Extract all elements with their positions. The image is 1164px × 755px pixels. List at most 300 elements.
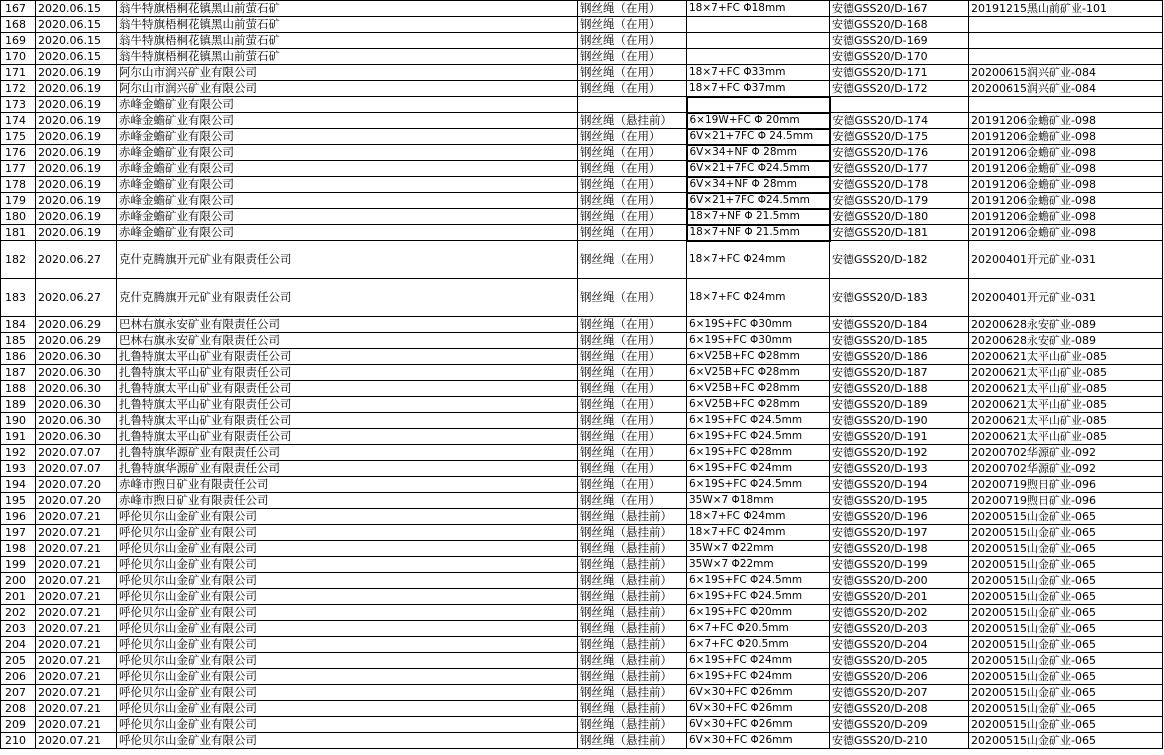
rope-type-cell[interactable]: 钢丝绳（在用） bbox=[578, 381, 687, 397]
spec-cell[interactable]: 6×V25B+FC Φ28mm bbox=[687, 397, 830, 413]
company-cell[interactable]: 赤峰金蟾矿业有限公司 bbox=[117, 177, 578, 193]
date-cell[interactable]: 2020.07.21 bbox=[36, 557, 117, 573]
row-number-cell[interactable]: 200 bbox=[1, 573, 36, 589]
spec-cell[interactable]: 6V×30+FC Φ26mm bbox=[687, 733, 830, 749]
model-cell[interactable]: 安德GSS20/D-179 bbox=[830, 193, 969, 209]
reference-cell[interactable]: 20200515山金矿业-065 bbox=[969, 717, 1163, 733]
reference-cell[interactable]: 20191206金蟾矿业-098 bbox=[969, 161, 1163, 177]
spec-cell[interactable]: 6×V25B+FC Φ28mm bbox=[687, 381, 830, 397]
model-cell[interactable]: 安德GSS20/D-190 bbox=[830, 413, 969, 429]
reference-cell[interactable]: 20200515山金矿业-065 bbox=[969, 669, 1163, 685]
model-cell[interactable]: 安德GSS20/D-182 bbox=[830, 241, 969, 279]
rope-type-cell[interactable]: 钢丝绳（在用） bbox=[578, 145, 687, 161]
company-cell[interactable]: 扎鲁特旗太平山矿业有限责任公司 bbox=[117, 349, 578, 365]
row-number-cell[interactable]: 184 bbox=[1, 317, 36, 333]
spec-cell[interactable]: 18×7+FC Φ33mm bbox=[687, 65, 830, 81]
rope-type-cell[interactable]: 钢丝绳（悬挂前） bbox=[578, 605, 687, 621]
company-cell[interactable]: 扎鲁特旗太平山矿业有限责任公司 bbox=[117, 429, 578, 445]
rope-type-cell[interactable]: 钢丝绳（在用） bbox=[578, 493, 687, 509]
model-cell[interactable]: 安德GSS20/D-178 bbox=[830, 177, 969, 193]
reference-cell[interactable]: 20200515山金矿业-065 bbox=[969, 605, 1163, 621]
company-cell[interactable]: 呼伦贝尔山金矿业有限公司 bbox=[117, 557, 578, 573]
date-cell[interactable]: 2020.06.19 bbox=[36, 129, 117, 145]
reference-cell[interactable]: 20200515山金矿业-065 bbox=[969, 541, 1163, 557]
date-cell[interactable]: 2020.07.07 bbox=[36, 461, 117, 477]
reference-cell[interactable]: 20200621太平山矿业-085 bbox=[969, 381, 1163, 397]
reference-cell[interactable]: 20200515山金矿业-065 bbox=[969, 557, 1163, 573]
company-cell[interactable]: 赤峰市煦日矿业有限责任公司 bbox=[117, 493, 578, 509]
rope-type-cell[interactable]: 钢丝绳（在用） bbox=[578, 49, 687, 65]
date-cell[interactable]: 2020.06.27 bbox=[36, 279, 117, 317]
spec-cell[interactable]: 18×7+FC Φ24mm bbox=[687, 279, 830, 317]
reference-cell[interactable]: 20191206金蟾矿业-098 bbox=[969, 113, 1163, 129]
reference-cell[interactable]: 20191206金蟾矿业-098 bbox=[969, 225, 1163, 241]
row-number-cell[interactable]: 210 bbox=[1, 733, 36, 749]
model-cell[interactable]: 安德GSS20/D-205 bbox=[830, 653, 969, 669]
date-cell[interactable]: 2020.06.27 bbox=[36, 241, 117, 279]
model-cell[interactable]: 安德GSS20/D-198 bbox=[830, 541, 969, 557]
row-number-cell[interactable]: 202 bbox=[1, 605, 36, 621]
model-cell[interactable]: 安德GSS20/D-167 bbox=[830, 1, 969, 17]
company-cell[interactable]: 翁牛特旗梧桐花镇黑山前萤石矿 bbox=[117, 33, 578, 49]
model-cell[interactable]: 安德GSS20/D-194 bbox=[830, 477, 969, 493]
spec-cell[interactable]: 6×19S+FC Φ24.5mm bbox=[687, 589, 830, 605]
spec-cell[interactable]: 6V×34+NF Φ 28mm bbox=[687, 145, 830, 161]
company-cell[interactable]: 呼伦贝尔山金矿业有限公司 bbox=[117, 637, 578, 653]
model-cell[interactable]: 安德GSS20/D-210 bbox=[830, 733, 969, 749]
model-cell[interactable]: 安德GSS20/D-171 bbox=[830, 65, 969, 81]
row-number-cell[interactable]: 192 bbox=[1, 445, 36, 461]
company-cell[interactable]: 阿尔山市润兴矿业有限公司 bbox=[117, 81, 578, 97]
row-number-cell[interactable]: 183 bbox=[1, 279, 36, 317]
spec-cell[interactable]: 18×7+FC Φ24mm bbox=[687, 509, 830, 525]
company-cell[interactable]: 呼伦贝尔山金矿业有限公司 bbox=[117, 525, 578, 541]
reference-cell[interactable]: 20200401开元矿业-031 bbox=[969, 279, 1163, 317]
company-cell[interactable]: 赤峰金蟾矿业有限公司 bbox=[117, 161, 578, 177]
date-cell[interactable]: 2020.06.19 bbox=[36, 65, 117, 81]
model-cell[interactable]: 安德GSS20/D-204 bbox=[830, 637, 969, 653]
rope-type-cell[interactable]: 钢丝绳（在用） bbox=[578, 65, 687, 81]
date-cell[interactable]: 2020.06.30 bbox=[36, 397, 117, 413]
reference-cell[interactable]: 20200702华源矿业-092 bbox=[969, 461, 1163, 477]
date-cell[interactable]: 2020.07.21 bbox=[36, 653, 117, 669]
date-cell[interactable]: 2020.06.15 bbox=[36, 1, 117, 17]
reference-cell[interactable]: 20200515山金矿业-065 bbox=[969, 685, 1163, 701]
row-number-cell[interactable]: 205 bbox=[1, 653, 36, 669]
company-cell[interactable]: 赤峰金蟾矿业有限公司 bbox=[117, 193, 578, 209]
row-number-cell[interactable]: 179 bbox=[1, 193, 36, 209]
date-cell[interactable]: 2020.06.19 bbox=[36, 225, 117, 241]
model-cell[interactable]: 安德GSS20/D-170 bbox=[830, 49, 969, 65]
reference-cell[interactable]: 20200702华源矿业-092 bbox=[969, 445, 1163, 461]
model-cell[interactable]: 安德GSS20/D-177 bbox=[830, 161, 969, 177]
row-number-cell[interactable]: 199 bbox=[1, 557, 36, 573]
model-cell[interactable]: 安德GSS20/D-196 bbox=[830, 509, 969, 525]
spec-cell[interactable]: 6×V25B+FC Φ28mm bbox=[687, 349, 830, 365]
date-cell[interactable]: 2020.06.19 bbox=[36, 193, 117, 209]
company-cell[interactable]: 克什克腾旗开元矿业有限责任公司 bbox=[117, 279, 578, 317]
rope-type-cell[interactable]: 钢丝绳（悬挂前） bbox=[578, 557, 687, 573]
model-cell[interactable]: 安德GSS20/D-176 bbox=[830, 145, 969, 161]
rope-type-cell[interactable]: 钢丝绳（在用） bbox=[578, 349, 687, 365]
spec-cell[interactable]: 6V×21+7FC Φ 24.5mm bbox=[687, 129, 830, 145]
reference-cell[interactable]: 20200515山金矿业-065 bbox=[969, 701, 1163, 717]
reference-cell[interactable]: 20200719煦日矿业-096 bbox=[969, 477, 1163, 493]
spec-cell[interactable]: 6×19W+FC Φ 20mm bbox=[687, 113, 830, 129]
reference-cell[interactable]: 20200401开元矿业-031 bbox=[969, 241, 1163, 279]
rope-type-cell[interactable]: 钢丝绳（悬挂前） bbox=[578, 701, 687, 717]
spec-cell[interactable]: 6×19S+FC Φ28mm bbox=[687, 445, 830, 461]
reference-cell[interactable] bbox=[969, 33, 1163, 49]
row-number-cell[interactable]: 170 bbox=[1, 49, 36, 65]
rope-type-cell[interactable]: 钢丝绳（悬挂前） bbox=[578, 717, 687, 733]
row-number-cell[interactable]: 182 bbox=[1, 241, 36, 279]
spec-cell[interactable]: 35W×7 Φ22mm bbox=[687, 557, 830, 573]
spec-cell[interactable]: 6V×30+FC Φ26mm bbox=[687, 701, 830, 717]
date-cell[interactable]: 2020.06.19 bbox=[36, 145, 117, 161]
row-number-cell[interactable]: 188 bbox=[1, 381, 36, 397]
rope-type-cell[interactable]: 钢丝绳（悬挂前） bbox=[578, 509, 687, 525]
rope-type-cell[interactable]: 钢丝绳（在用） bbox=[578, 33, 687, 49]
rope-type-cell[interactable]: 钢丝绳（悬挂前） bbox=[578, 637, 687, 653]
date-cell[interactable]: 2020.06.19 bbox=[36, 97, 117, 113]
model-cell[interactable]: 安德GSS20/D-208 bbox=[830, 701, 969, 717]
spec-cell[interactable]: 6×19S+FC Φ24.5mm bbox=[687, 429, 830, 445]
reference-cell[interactable]: 20200515山金矿业-065 bbox=[969, 573, 1163, 589]
date-cell[interactable]: 2020.07.20 bbox=[36, 493, 117, 509]
reference-cell[interactable] bbox=[969, 49, 1163, 65]
reference-cell[interactable]: 20200621太平山矿业-085 bbox=[969, 349, 1163, 365]
reference-cell[interactable]: 20191206金蟾矿业-098 bbox=[969, 145, 1163, 161]
model-cell[interactable]: 安德GSS20/D-175 bbox=[830, 129, 969, 145]
rope-type-cell[interactable]: 钢丝绳（在用） bbox=[578, 461, 687, 477]
company-cell[interactable]: 赤峰市煦日矿业有限责任公司 bbox=[117, 477, 578, 493]
row-number-cell[interactable]: 197 bbox=[1, 525, 36, 541]
rope-type-cell[interactable]: 钢丝绳（悬挂前） bbox=[578, 653, 687, 669]
company-cell[interactable]: 呼伦贝尔山金矿业有限公司 bbox=[117, 653, 578, 669]
date-cell[interactable]: 2020.07.21 bbox=[36, 525, 117, 541]
row-number-cell[interactable]: 207 bbox=[1, 685, 36, 701]
model-cell[interactable]: 安德GSS20/D-169 bbox=[830, 33, 969, 49]
reference-cell[interactable]: 20200515山金矿业-065 bbox=[969, 589, 1163, 605]
company-cell[interactable]: 翁牛特旗梧桐花镇黑山前萤石矿 bbox=[117, 17, 578, 33]
spec-cell[interactable]: 6×19S+FC Φ24.5mm bbox=[687, 413, 830, 429]
reference-cell[interactable]: 20200621太平山矿业-085 bbox=[969, 365, 1163, 381]
spec-cell[interactable] bbox=[687, 17, 830, 33]
model-cell[interactable]: 安德GSS20/D-191 bbox=[830, 429, 969, 445]
spec-cell[interactable]: 6×19S+FC Φ24mm bbox=[687, 669, 830, 685]
rope-type-cell[interactable]: 钢丝绳（在用） bbox=[578, 193, 687, 209]
spec-cell[interactable]: 18×7+FC Φ37mm bbox=[687, 81, 830, 97]
date-cell[interactable]: 2020.07.21 bbox=[36, 573, 117, 589]
spec-cell[interactable]: 6V×30+FC Φ26mm bbox=[687, 717, 830, 733]
model-cell[interactable]: 安德GSS20/D-187 bbox=[830, 365, 969, 381]
reference-cell[interactable]: 20200515山金矿业-065 bbox=[969, 733, 1163, 749]
row-number-cell[interactable]: 195 bbox=[1, 493, 36, 509]
rope-type-cell[interactable]: 钢丝绳（在用） bbox=[578, 279, 687, 317]
model-cell[interactable]: 安德GSS20/D-201 bbox=[830, 589, 969, 605]
date-cell[interactable]: 2020.07.21 bbox=[36, 605, 117, 621]
row-number-cell[interactable]: 198 bbox=[1, 541, 36, 557]
model-cell[interactable]: 安德GSS20/D-193 bbox=[830, 461, 969, 477]
model-cell[interactable]: 安德GSS20/D-200 bbox=[830, 573, 969, 589]
date-cell[interactable]: 2020.07.21 bbox=[36, 733, 117, 749]
company-cell[interactable]: 呼伦贝尔山金矿业有限公司 bbox=[117, 605, 578, 621]
date-cell[interactable]: 2020.07.21 bbox=[36, 637, 117, 653]
reference-cell[interactable]: 20200515山金矿业-065 bbox=[969, 653, 1163, 669]
spec-cell[interactable]: 6×7+FC Φ20.5mm bbox=[687, 621, 830, 637]
model-cell[interactable]: 安德GSS20/D-180 bbox=[830, 209, 969, 225]
company-cell[interactable]: 扎鲁特旗华源矿业有限责任公司 bbox=[117, 461, 578, 477]
spec-cell[interactable]: 6V×30+FC Φ26mm bbox=[687, 685, 830, 701]
company-cell[interactable]: 克什克腾旗开元矿业有限责任公司 bbox=[117, 241, 578, 279]
company-cell[interactable]: 扎鲁特旗太平山矿业有限责任公司 bbox=[117, 381, 578, 397]
company-cell[interactable]: 巴林右旗永安矿业有限责任公司 bbox=[117, 333, 578, 349]
reference-cell[interactable]: 20191206金蟾矿业-098 bbox=[969, 177, 1163, 193]
date-cell[interactable]: 2020.06.29 bbox=[36, 333, 117, 349]
spec-cell[interactable]: 6×19S+FC Φ24mm bbox=[687, 653, 830, 669]
date-cell[interactable]: 2020.06.19 bbox=[36, 81, 117, 97]
reference-cell[interactable]: 20200621太平山矿业-085 bbox=[969, 413, 1163, 429]
spec-cell[interactable]: 18×7+FC Φ18mm bbox=[687, 1, 830, 17]
company-cell[interactable]: 赤峰金蟾矿业有限公司 bbox=[117, 97, 578, 113]
company-cell[interactable]: 扎鲁特旗华源矿业有限责任公司 bbox=[117, 445, 578, 461]
rope-type-cell[interactable]: 钢丝绳（在用） bbox=[578, 129, 687, 145]
row-number-cell[interactable]: 204 bbox=[1, 637, 36, 653]
model-cell[interactable]: 安德GSS20/D-186 bbox=[830, 349, 969, 365]
company-cell[interactable]: 翁牛特旗梧桐花镇黑山前萤石矿 bbox=[117, 49, 578, 65]
model-cell[interactable]: 安德GSS20/D-203 bbox=[830, 621, 969, 637]
rope-type-cell[interactable]: 钢丝绳（悬挂前） bbox=[578, 669, 687, 685]
spec-cell[interactable]: 18×7+FC Φ24mm bbox=[687, 525, 830, 541]
row-number-cell[interactable]: 176 bbox=[1, 145, 36, 161]
rope-type-cell[interactable]: 钢丝绳（在用） bbox=[578, 209, 687, 225]
spec-cell[interactable]: 6×19S+FC Φ30mm bbox=[687, 317, 830, 333]
company-cell[interactable]: 呼伦贝尔山金矿业有限公司 bbox=[117, 589, 578, 605]
rope-type-cell[interactable]: 钢丝绳（在用） bbox=[578, 333, 687, 349]
company-cell[interactable]: 赤峰金蟾矿业有限公司 bbox=[117, 225, 578, 241]
row-number-cell[interactable]: 201 bbox=[1, 589, 36, 605]
company-cell[interactable]: 巴林右旗永安矿业有限责任公司 bbox=[117, 317, 578, 333]
company-cell[interactable]: 扎鲁特旗太平山矿业有限责任公司 bbox=[117, 397, 578, 413]
row-number-cell[interactable]: 196 bbox=[1, 509, 36, 525]
spec-cell[interactable]: 18×7+FC Φ24mm bbox=[687, 241, 830, 279]
row-number-cell[interactable]: 193 bbox=[1, 461, 36, 477]
date-cell[interactable]: 2020.07.21 bbox=[36, 541, 117, 557]
company-cell[interactable]: 翁牛特旗梧桐花镇黑山前萤石矿 bbox=[117, 1, 578, 17]
model-cell[interactable]: 安德GSS20/D-197 bbox=[830, 525, 969, 541]
company-cell[interactable]: 呼伦贝尔山金矿业有限公司 bbox=[117, 701, 578, 717]
model-cell[interactable]: 安德GSS20/D-202 bbox=[830, 605, 969, 621]
model-cell[interactable]: 安德GSS20/D-174 bbox=[830, 113, 969, 129]
row-number-cell[interactable]: 185 bbox=[1, 333, 36, 349]
rope-type-cell[interactable]: 钢丝绳（在用） bbox=[578, 17, 687, 33]
reference-cell[interactable]: 20200621太平山矿业-085 bbox=[969, 429, 1163, 445]
date-cell[interactable]: 2020.06.30 bbox=[36, 349, 117, 365]
model-cell[interactable]: 安德GSS20/D-183 bbox=[830, 279, 969, 317]
model-cell[interactable]: 安德GSS20/D-168 bbox=[830, 17, 969, 33]
row-number-cell[interactable]: 191 bbox=[1, 429, 36, 445]
date-cell[interactable]: 2020.07.21 bbox=[36, 509, 117, 525]
row-number-cell[interactable]: 174 bbox=[1, 113, 36, 129]
model-cell[interactable]: 安德GSS20/D-199 bbox=[830, 557, 969, 573]
row-number-cell[interactable]: 168 bbox=[1, 17, 36, 33]
row-number-cell[interactable]: 169 bbox=[1, 33, 36, 49]
rope-type-cell[interactable]: 钢丝绳（在用） bbox=[578, 81, 687, 97]
rope-type-cell[interactable]: 钢丝绳（在用） bbox=[578, 445, 687, 461]
company-cell[interactable]: 呼伦贝尔山金矿业有限公司 bbox=[117, 717, 578, 733]
spec-cell[interactable]: 6V×21+7FC Φ24.5mm bbox=[687, 193, 830, 209]
row-number-cell[interactable]: 203 bbox=[1, 621, 36, 637]
company-cell[interactable]: 呼伦贝尔山金矿业有限公司 bbox=[117, 509, 578, 525]
rope-type-cell[interactable]: 钢丝绳（在用） bbox=[578, 413, 687, 429]
rope-type-cell[interactable]: 钢丝绳（在用） bbox=[578, 397, 687, 413]
row-number-cell[interactable]: 206 bbox=[1, 669, 36, 685]
date-cell[interactable]: 2020.06.19 bbox=[36, 113, 117, 129]
spec-cell[interactable] bbox=[687, 97, 830, 113]
rope-type-cell[interactable]: 钢丝绳（悬挂前） bbox=[578, 525, 687, 541]
date-cell[interactable]: 2020.07.21 bbox=[36, 669, 117, 685]
row-number-cell[interactable]: 189 bbox=[1, 397, 36, 413]
spec-cell[interactable]: 6×19S+FC Φ24.5mm bbox=[687, 573, 830, 589]
rope-type-cell[interactable]: 钢丝绳（悬挂前） bbox=[578, 589, 687, 605]
spec-cell[interactable]: 6×V25B+FC Φ28mm bbox=[687, 365, 830, 381]
row-number-cell[interactable]: 175 bbox=[1, 129, 36, 145]
reference-cell[interactable]: 20200621太平山矿业-085 bbox=[969, 397, 1163, 413]
date-cell[interactable]: 2020.07.21 bbox=[36, 621, 117, 637]
row-number-cell[interactable]: 209 bbox=[1, 717, 36, 733]
company-cell[interactable]: 赤峰金蟾矿业有限公司 bbox=[117, 145, 578, 161]
model-cell[interactable]: 安德GSS20/D-192 bbox=[830, 445, 969, 461]
row-number-cell[interactable]: 181 bbox=[1, 225, 36, 241]
model-cell[interactable]: 安德GSS20/D-207 bbox=[830, 685, 969, 701]
company-cell[interactable]: 呼伦贝尔山金矿业有限公司 bbox=[117, 621, 578, 637]
reference-cell[interactable]: 20200628永安矿业-089 bbox=[969, 317, 1163, 333]
model-cell[interactable]: 安德GSS20/D-209 bbox=[830, 717, 969, 733]
rope-type-cell[interactable]: 钢丝绳（在用） bbox=[578, 161, 687, 177]
company-cell[interactable]: 阿尔山市润兴矿业有限公司 bbox=[117, 65, 578, 81]
spec-cell[interactable]: 35W×7 Φ18mm bbox=[687, 493, 830, 509]
company-cell[interactable]: 呼伦贝尔山金矿业有限公司 bbox=[117, 733, 578, 749]
row-number-cell[interactable]: 194 bbox=[1, 477, 36, 493]
row-number-cell[interactable]: 171 bbox=[1, 65, 36, 81]
spec-cell[interactable]: 6×7+FC Φ20.5mm bbox=[687, 637, 830, 653]
rope-type-cell[interactable]: 钢丝绳（悬挂前） bbox=[578, 621, 687, 637]
model-cell[interactable]: 安德GSS20/D-181 bbox=[830, 225, 969, 241]
row-number-cell[interactable]: 172 bbox=[1, 81, 36, 97]
rope-type-cell[interactable]: 钢丝绳（悬挂前） bbox=[578, 685, 687, 701]
date-cell[interactable]: 2020.06.15 bbox=[36, 17, 117, 33]
row-number-cell[interactable]: 190 bbox=[1, 413, 36, 429]
date-cell[interactable]: 2020.06.19 bbox=[36, 209, 117, 225]
rope-type-cell[interactable]: 钢丝绳（悬挂前） bbox=[578, 573, 687, 589]
date-cell[interactable]: 2020.06.29 bbox=[36, 317, 117, 333]
spec-cell[interactable] bbox=[687, 49, 830, 65]
company-cell[interactable]: 呼伦贝尔山金矿业有限公司 bbox=[117, 541, 578, 557]
model-cell[interactable] bbox=[830, 97, 969, 113]
date-cell[interactable]: 2020.06.30 bbox=[36, 429, 117, 445]
company-cell[interactable]: 赤峰金蟾矿业有限公司 bbox=[117, 209, 578, 225]
reference-cell[interactable]: 20200515山金矿业-065 bbox=[969, 637, 1163, 653]
company-cell[interactable]: 扎鲁特旗太平山矿业有限责任公司 bbox=[117, 413, 578, 429]
row-number-cell[interactable]: 180 bbox=[1, 209, 36, 225]
company-cell[interactable]: 呼伦贝尔山金矿业有限公司 bbox=[117, 573, 578, 589]
date-cell[interactable]: 2020.06.15 bbox=[36, 49, 117, 65]
rope-type-cell[interactable]: 钢丝绳（悬挂前） bbox=[578, 733, 687, 749]
company-cell[interactable]: 呼伦贝尔山金矿业有限公司 bbox=[117, 669, 578, 685]
model-cell[interactable]: 安德GSS20/D-206 bbox=[830, 669, 969, 685]
rope-type-cell[interactable]: 钢丝绳（在用） bbox=[578, 429, 687, 445]
row-number-cell[interactable]: 177 bbox=[1, 161, 36, 177]
reference-cell[interactable]: 20200628永安矿业-089 bbox=[969, 333, 1163, 349]
date-cell[interactable]: 2020.07.21 bbox=[36, 685, 117, 701]
date-cell[interactable]: 2020.07.20 bbox=[36, 477, 117, 493]
model-cell[interactable]: 安德GSS20/D-184 bbox=[830, 317, 969, 333]
rope-type-cell[interactable]: 钢丝绳（在用） bbox=[578, 317, 687, 333]
row-number-cell[interactable]: 187 bbox=[1, 365, 36, 381]
date-cell[interactable]: 2020.06.30 bbox=[36, 381, 117, 397]
row-number-cell[interactable]: 186 bbox=[1, 349, 36, 365]
row-number-cell[interactable]: 173 bbox=[1, 97, 36, 113]
reference-cell[interactable]: 20200615润兴矿业-084 bbox=[969, 65, 1163, 81]
rope-type-cell[interactable]: 钢丝绳（在用） bbox=[578, 241, 687, 279]
reference-cell[interactable]: 20200615润兴矿业-084 bbox=[969, 81, 1163, 97]
spec-cell[interactable]: 6×19S+FC Φ30mm bbox=[687, 333, 830, 349]
date-cell[interactable]: 2020.06.19 bbox=[36, 161, 117, 177]
reference-cell[interactable]: 20191206金蟾矿业-098 bbox=[969, 129, 1163, 145]
company-cell[interactable]: 赤峰金蟾矿业有限公司 bbox=[117, 113, 578, 129]
date-cell[interactable]: 2020.06.30 bbox=[36, 413, 117, 429]
company-cell[interactable]: 呼伦贝尔山金矿业有限公司 bbox=[117, 685, 578, 701]
spec-cell[interactable]: 6×19S+FC Φ24.5mm bbox=[687, 477, 830, 493]
rope-type-cell[interactable]: 钢丝绳（在用） bbox=[578, 225, 687, 241]
spec-cell[interactable]: 6×19S+FC Φ20mm bbox=[687, 605, 830, 621]
rope-type-cell[interactable]: 钢丝绳（在用） bbox=[578, 177, 687, 193]
row-number-cell[interactable]: 167 bbox=[1, 1, 36, 17]
rope-type-cell[interactable]: 钢丝绳（悬挂前） bbox=[578, 541, 687, 557]
date-cell[interactable]: 2020.07.21 bbox=[36, 589, 117, 605]
reference-cell[interactable] bbox=[969, 97, 1163, 113]
date-cell[interactable]: 2020.06.15 bbox=[36, 33, 117, 49]
model-cell[interactable]: 安德GSS20/D-189 bbox=[830, 397, 969, 413]
company-cell[interactable]: 扎鲁特旗太平山矿业有限责任公司 bbox=[117, 365, 578, 381]
rope-type-cell[interactable]: 钢丝绳（在用） bbox=[578, 365, 687, 381]
rope-type-cell[interactable]: 钢丝绳（悬挂前） bbox=[578, 113, 687, 129]
rope-type-cell[interactable] bbox=[578, 97, 687, 113]
reference-cell[interactable]: 20191206金蟾矿业-098 bbox=[969, 193, 1163, 209]
date-cell[interactable]: 2020.07.07 bbox=[36, 445, 117, 461]
spec-cell[interactable]: 6×19S+FC Φ24mm bbox=[687, 461, 830, 477]
reference-cell[interactable]: 20191215黑山前矿业-101 bbox=[969, 1, 1163, 17]
rope-type-cell[interactable]: 钢丝绳（在用） bbox=[578, 1, 687, 17]
spec-cell[interactable]: 6V×34+NF Φ 28mm bbox=[687, 177, 830, 193]
rope-type-cell[interactable]: 钢丝绳（在用） bbox=[578, 477, 687, 493]
spec-cell[interactable] bbox=[687, 33, 830, 49]
model-cell[interactable]: 安德GSS20/D-185 bbox=[830, 333, 969, 349]
spec-cell[interactable]: 35W×7 Φ22mm bbox=[687, 541, 830, 557]
reference-cell[interactable]: 20200515山金矿业-065 bbox=[969, 525, 1163, 541]
reference-cell[interactable]: 20191206金蟾矿业-098 bbox=[969, 209, 1163, 225]
reference-cell[interactable]: 20200515山金矿业-065 bbox=[969, 509, 1163, 525]
reference-cell[interactable] bbox=[969, 17, 1163, 33]
model-cell[interactable]: 安德GSS20/D-172 bbox=[830, 81, 969, 97]
model-cell[interactable]: 安德GSS20/D-188 bbox=[830, 381, 969, 397]
date-cell[interactable]: 2020.07.21 bbox=[36, 701, 117, 717]
row-number-cell[interactable]: 178 bbox=[1, 177, 36, 193]
spec-cell[interactable]: 18×7+NF Φ 21.5mm bbox=[687, 225, 830, 241]
row-number-cell[interactable]: 208 bbox=[1, 701, 36, 717]
spec-cell[interactable]: 6V×21+7FC Φ24.5mm bbox=[687, 161, 830, 177]
